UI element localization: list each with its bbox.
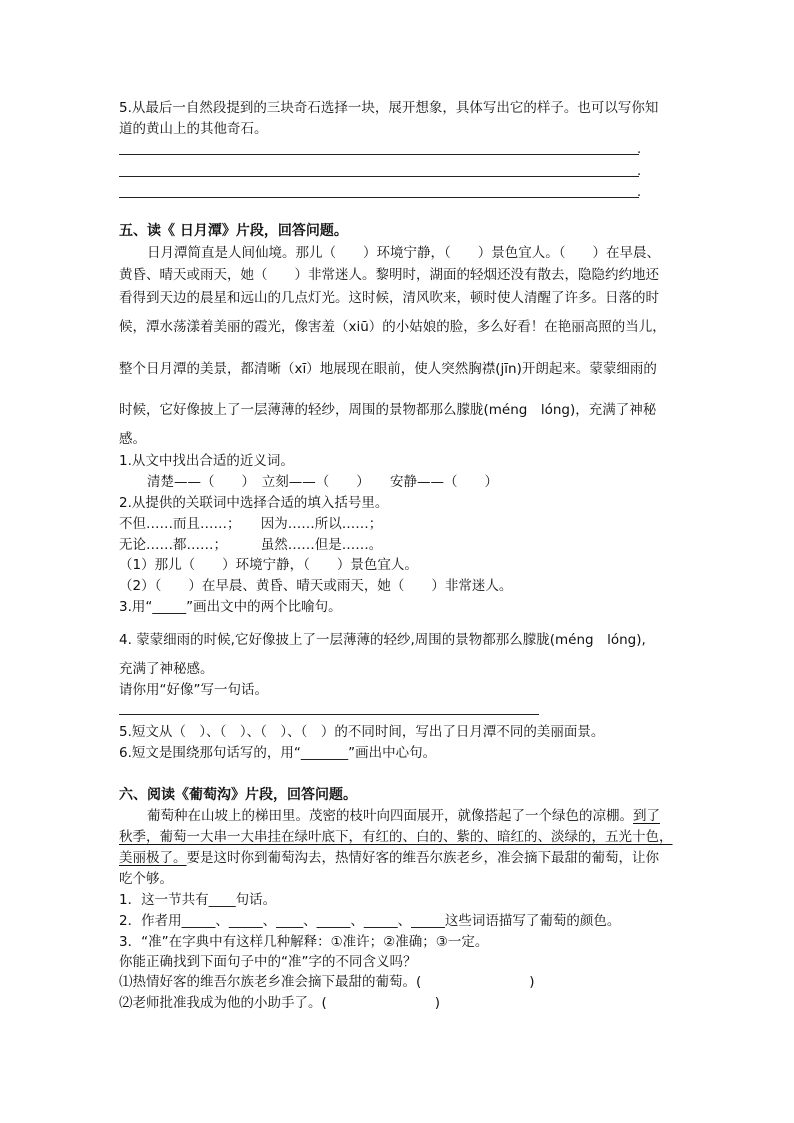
section6-question-2: 2．作者用_____、_____、____、_____、_____、_____这些词语描写了葡萄的颜色。 <box>119 913 621 929</box>
section6-paragraph <box>119 849 659 867</box>
section6-paragraph: 吃个够。 <box>119 871 173 887</box>
answer-line[interactable] <box>119 197 639 198</box>
section6-question-3: 3．“准”在字典中有这样几种解释：①准许；②准确；③一定。 <box>119 934 489 950</box>
answer-line[interactable] <box>119 176 639 177</box>
fill-blank-item: （1）那儿（ ）环境宁静，（ ）景色宜人。 <box>119 557 418 573</box>
q5-prompt-line1: 5.从最后一自然段提到的三块奇石选择一块，展开想象，具体写出它的样子。也可以写你知 <box>119 100 659 116</box>
section6-question-3-sub: 你能正确找到下面句子中的“准”字的不同含义吗？ <box>119 954 417 970</box>
section5-question-2: 2.从提供的关联词中选择合适的填入括号里。 <box>119 495 389 511</box>
section5-question-5: 5.短文从（ ）、（ ）、（ ）、（ ）的不同时间，写出了日月潭不同的美丽面景。 <box>119 724 605 740</box>
section5-paragraph: 看得到天边的晨星和远山的几点灯光。这时候，清风吹来，顿时使人清醒了许多。日落的时 <box>119 290 659 306</box>
fill-blank-item: ⑵老师批准我成为他的小助手了。( ) <box>119 995 441 1011</box>
section5-question-6: 6.短文是围绕那句话写的，用“_______”画出中心句。 <box>119 745 437 761</box>
section5-paragraph: 日月潭简直是人间仙境。那儿（ ）环境宁静，（ ）景色宜人。（ ）在早晨、 <box>147 245 660 261</box>
section6-paragraph <box>147 807 660 825</box>
underlined-text: 到了 <box>633 808 660 824</box>
fill-blank-item: （2）（ ）在早晨、黄昏、晴天或雨天，她（ ）非常迷人。 <box>119 578 513 594</box>
conjunction-options: 不但……而且……； 因为……所以……； <box>119 516 383 532</box>
section5-title: 五、读《 日月潭》片段，回答问题。 <box>119 223 348 239</box>
answer-line-dot: . <box>637 142 642 157</box>
answer-line-dot: . <box>637 185 642 200</box>
section6-question-1: 1．这一节共有____句话。 <box>119 892 277 908</box>
paragraph-text: 要是这时你到葡萄沟去，热情好客的维吾尔族老乡，准会摘下最甜的葡萄，让你 <box>186 850 659 866</box>
section5-question-4: 请你用“好像”写一句话。 <box>119 682 268 698</box>
section5-question-1: 1.从文中找出合适的近义词。 <box>119 453 294 469</box>
synonym-items: 清楚——（ ） 立刻——（ ） 安静——（ ） <box>147 474 498 490</box>
answer-line[interactable] <box>119 154 639 155</box>
section5-paragraph: 黄昏、晴天或雨天，她（ ）非常迷人。黎明时，湖面的轻烟还没有散去，隐隐约约地还 <box>119 267 659 283</box>
conjunction-options: 无论……都……； 虽然……但是……。 <box>119 537 383 553</box>
underlined-text: 美丽极了。 <box>119 850 187 866</box>
section5-question-4: 充满了神秘感。 <box>119 661 214 677</box>
answer-line-dot: . <box>637 164 642 179</box>
section5-paragraph: 感。 <box>119 431 146 447</box>
answer-line[interactable] <box>119 714 539 715</box>
section6-title: 六、阅读《葡萄沟》片段，回答问题。 <box>119 787 357 803</box>
section5-question-4: 4. 蒙蒙细雨的时候,它好像披上了一层薄薄的轻纱,周围的景物都那么朦胧(méng lóng), <box>119 632 646 648</box>
section5-paragraph: 时候，它好像披上了一层薄薄的轻纱，周围的景物都那么朦胧(méng lóng)，充满了神秘 <box>119 402 657 418</box>
section5-paragraph: 候，潭水荡漾着美丽的霞光，像害羞（xiū）的小姑娘的脸，多么好看！在艳丽高照的当儿， <box>119 319 666 335</box>
section5-question-3: 3.用“_____”画出文中的两个比喻句。 <box>119 599 342 615</box>
section5-paragraph: 整个日月潭的美景，都清晰（xī）地展现在眼前，使人突然胸襟(jīn)开朗起来。蒙蒙细雨的 <box>119 361 657 377</box>
fill-blank-item: ⑴热情好客的维吾尔族老乡准会摘下最甜的葡萄。( ) <box>119 974 535 990</box>
q5-prompt-line2: 道的黄山上的其他奇石。 <box>119 121 268 137</box>
section6-paragraph: 秋季，葡萄一大串一大串挂在绿叶底下，有红的、白的、紫的、暗红的、淡绿的，五光十色， <box>119 829 673 845</box>
paragraph-text: 葡萄种在山坡上的梯田里。茂密的枝叶向四面展开，就像搭起了一个绿色的凉棚。 <box>147 808 633 824</box>
